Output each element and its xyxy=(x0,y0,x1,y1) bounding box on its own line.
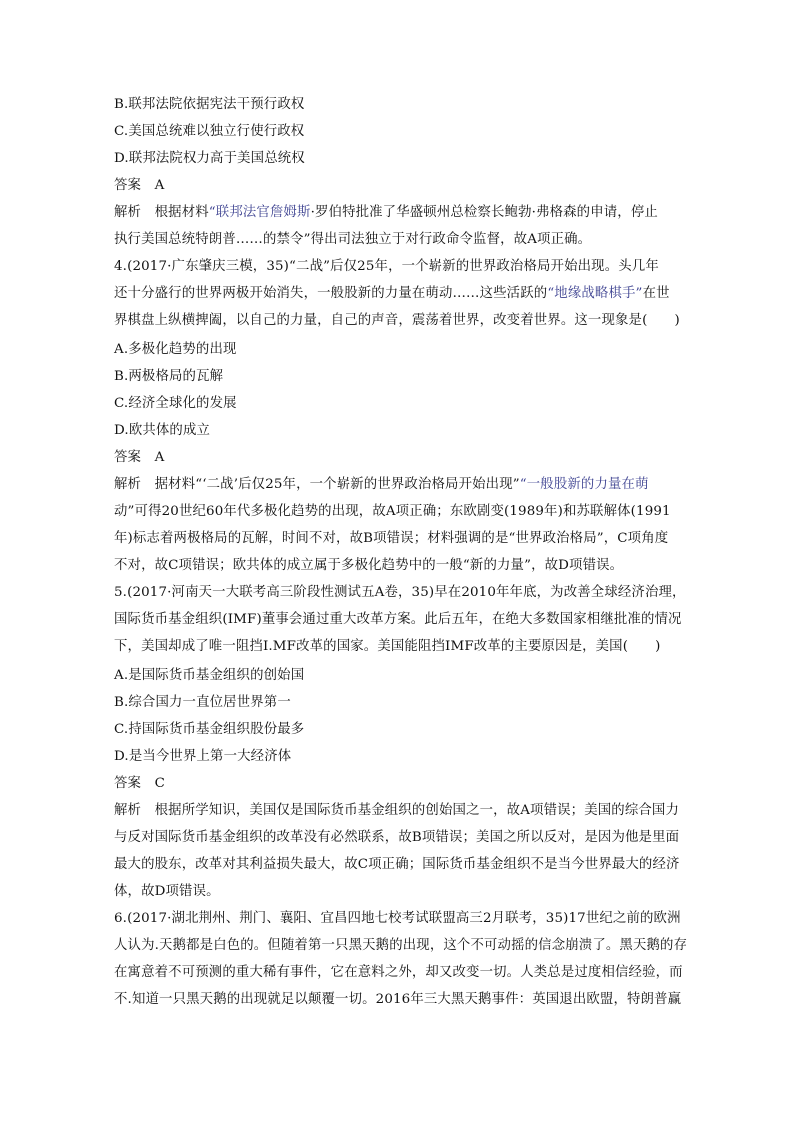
analysis-line: 体，故D项错误。 xyxy=(114,884,220,899)
question-5-stem: 国际货币基金组织(IMF)董事会通过重大改革方案。此后五年，在绝大多数国家相继批准的情况 xyxy=(114,612,682,627)
question-5-stem: 5.(2017·河南天一大联考高三阶段性测试五A卷，35)早在2010年年底，为改善全球经济治理， xyxy=(114,585,686,600)
quoted-material: “联邦法官詹姆斯 xyxy=(208,205,311,220)
analysis-text: · xyxy=(531,205,537,220)
answer-line: 答案 A xyxy=(114,178,165,193)
question-4-stem: 界棋盘上纵横捭阖，以自己的力量，自己的声音，震荡着世界，改变着世界。这一现象是( ) xyxy=(114,313,680,328)
option-d: D.欧共体的成立 xyxy=(114,423,211,438)
analysis-line: 解析 根据所学知识，美国仅是国际货币基金组织的创始国之一，故A项错误；美国的综合国力 xyxy=(114,803,679,818)
question-4-stem xyxy=(114,285,670,303)
option-c: C.持国际货币基金组织股份最多 xyxy=(114,722,305,737)
analysis-line: 不对，故C项错误；欧共体的成立属于多极化趋势中的一般“新的力量”，故D项错误。 xyxy=(114,558,624,573)
question-5-stem: 下，美国却成了唯一阻挡I.MF改革的国家。美国能阻挡IMF改革的主要原因是，美国( ) xyxy=(114,639,661,654)
analysis-text: ·罗伯特批准了华盛顿州总检察长鲍勃 xyxy=(310,205,532,220)
analysis-line xyxy=(114,204,658,222)
analysis-line xyxy=(114,476,649,494)
option-b: B.综合国力一直位居世界第一 xyxy=(114,695,291,710)
question-6-stem: 在寓意着不可预测的重大稀有事件，它在意料之外，却又改变一切。人类总是过度相信经验，而 xyxy=(114,965,683,980)
analysis-text: 解析 根据材料 xyxy=(114,205,209,220)
option-d: D.是当今世界上第一大经济体 xyxy=(114,749,292,764)
analysis-line: 与反对国际货币基金组织的改革没有必然联系，故B项错误；美国之所以反对，是因为他是里面 xyxy=(114,830,680,845)
option-d: D.联邦法院权力高于美国总统权 xyxy=(114,151,305,166)
option-c: C.美国总统难以独立行使行政权 xyxy=(114,124,305,139)
question-6-stem: 人认为.天鹅都是白色的。但随着第一只黑天鹅的出现，这个不可动摇的信念崩溃了。黑天鹅的存 xyxy=(114,938,688,953)
option-a: A.是国际货币基金组织的创始国 xyxy=(114,668,305,683)
analysis-text: 弗格森的申请，停止 xyxy=(536,205,658,220)
option-c: C.经济全球化的发展 xyxy=(114,396,237,411)
analysis-line: 动”可得20世纪60年代多极化趋势的出现，故A项正确；东欧剧变(1989年)和苏联解体(1991 xyxy=(114,504,671,519)
answer-line: 答案 A xyxy=(114,450,165,465)
analysis-line: 年)标志着两极格局的瓦解，时间不对，故B项错误；材料强调的是“世界政治格局”，C项角度 xyxy=(114,531,669,546)
question-6-stem: 不.知道一只黑天鹅的出现就足以颠覆一切。2016年三大黑天鹅事件：英国退出欧盟，特朗普赢 xyxy=(114,992,682,1007)
quoted-material: “地缘战略棋手” xyxy=(547,286,643,301)
question-text: 还十分盛行的世界两极开始消失，一般股新的力量在萌动……这些活跃的 xyxy=(114,286,548,301)
analysis-line: 最大的股东，改革对其利益损失最大，故C项正确；国际货币基金组织不是当今世界最大的经济 xyxy=(114,857,680,872)
question-6-stem: 6.(2017·湖北荆州、荆门、襄阳、宜昌四地七校考试联盟高三2月联考，35)17世纪之前的欧洲 xyxy=(114,911,681,926)
option-b: B.联邦法院依据宪法干预行政权 xyxy=(114,97,305,112)
option-b: B.两极格局的瓦解 xyxy=(114,369,224,384)
question-4-stem: 4.(2017·广东肇庆三模，35)“二战”后仅25年，一个崭新的世界政治格局开始出现。头几年 xyxy=(114,259,659,274)
analysis-line: 执行美国总统特朗普……的禁令”得出司法独立于对行政命令监督，故A项正确。 xyxy=(114,232,592,247)
question-text: 在世 xyxy=(642,286,670,301)
analysis-text: 解析 据材料“‘二战’后仅25年，一个崭新的世界政治格局开始出现” xyxy=(114,477,520,492)
quoted-material: “一般股新的力量在萌 xyxy=(519,477,649,492)
option-a: A.多极化趋势的出现 xyxy=(114,342,237,357)
answer-line: 答案 C xyxy=(114,776,166,791)
